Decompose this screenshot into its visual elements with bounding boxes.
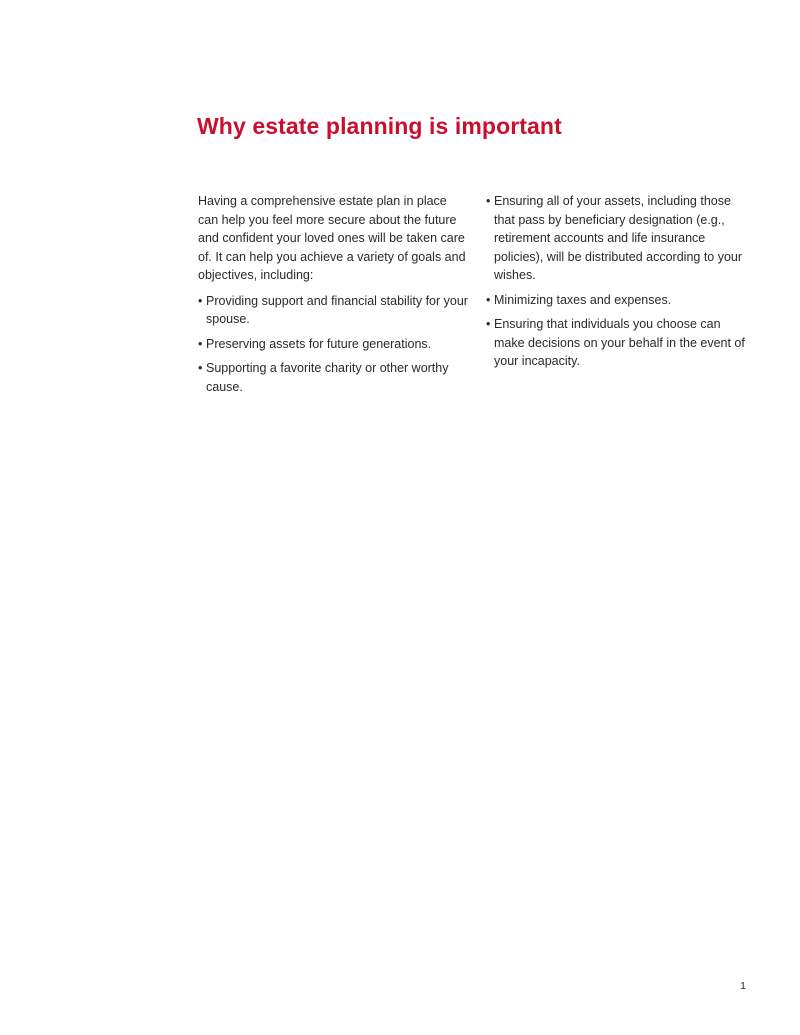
list-item [198, 335, 470, 354]
list-item-text: Providing support and financial stability for your spouse. [206, 293, 468, 326]
bullet-icon: • [486, 292, 491, 307]
list-item [198, 359, 470, 396]
list-item [198, 292, 470, 329]
intro-paragraph: Having a comprehensive estate plan in place can help you feel more secure about the future and confident your loved ones will be taken care of. It can help you achieve a variety of goals and objectives, including: [198, 194, 466, 282]
list-item-text: Supporting a favorite charity or other worthy cause. [206, 361, 449, 394]
page-number: 1 [740, 980, 746, 992]
bullet-icon: • [486, 317, 491, 331]
left-bullet-list [198, 292, 470, 397]
bullet-icon: • [198, 293, 203, 308]
list-item-text: Ensuring all of your assets, including those that pass by beneficiary designation (e.g., retirement accounts and life insurance policies), will be distributed according to your wishes. [494, 194, 743, 282]
right-bullet-list [486, 192, 748, 371]
left-column [198, 192, 470, 402]
bullet-icon: • [198, 336, 203, 351]
list-item [486, 192, 748, 285]
list-item-text: Minimizing taxes and expenses. [494, 292, 672, 307]
list-item-text: Preserving assets for future generations. [206, 336, 432, 351]
page-title: Why estate planning is important [197, 113, 562, 139]
list-item [486, 315, 748, 371]
right-column [486, 192, 748, 377]
bullet-icon: • [486, 194, 491, 208]
list-item-text: Ensuring that individuals you choose can make decisions on your behalf in the event of your incapacity. [494, 317, 745, 368]
list-item [486, 291, 748, 310]
bullet-icon: • [198, 361, 203, 375]
